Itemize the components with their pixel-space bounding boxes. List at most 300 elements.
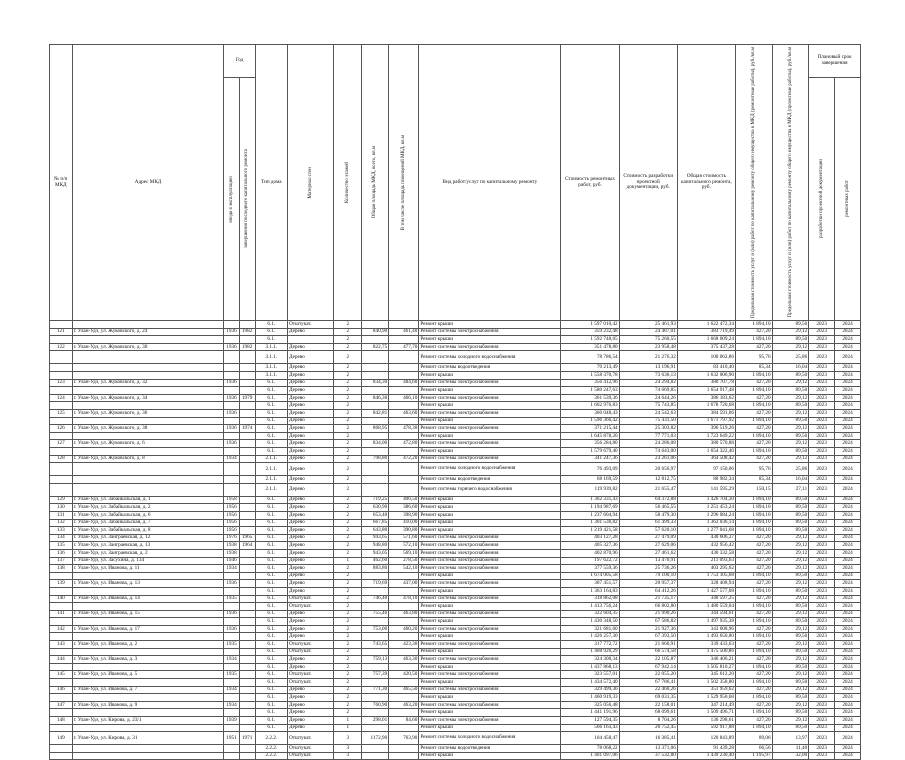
cell-floors: 2: [334, 633, 362, 641]
cell-term-design: 2023: [809, 321, 835, 329]
cell-area-premises: 571,60: [389, 534, 419, 542]
cell-wall-material: [287, 336, 333, 344]
cell-year-commission: 1936: [224, 328, 239, 336]
cell-limit-design: 25,86: [772, 351, 809, 364]
cell-total-cost: 351 959,62: [677, 686, 735, 694]
cell-wall-material: Дерево: [287, 496, 333, 504]
cell-year-reconstruction: [239, 572, 255, 580]
cell-repair-cost: 1 580 247,63: [561, 387, 619, 395]
cell-total-cost: 211 093,63: [677, 557, 735, 565]
cell-wall-material: Отштукат.: [287, 745, 333, 753]
cell-work-type: Ремонт системы электроснабжения: [419, 549, 561, 557]
cell-total-area: [362, 587, 389, 595]
cell-area-premises: [389, 336, 419, 344]
table-row: [50, 394, 861, 402]
cell-design-cost: 73 636,13: [619, 372, 677, 380]
cell-limit-design: 13,97: [772, 732, 809, 745]
table-row: [50, 387, 861, 395]
cell-limit-repair: 1 894,10: [735, 496, 772, 504]
cell-limit-repair: 427,20: [735, 425, 772, 433]
cell-num: 147: [50, 701, 73, 709]
cell-house-type: 2.1.1.: [255, 476, 287, 484]
cell-floors: 2: [334, 402, 362, 410]
cell-year-commission: 1936: [224, 580, 239, 588]
cell-year-commission: [224, 364, 239, 372]
cell-design-cost: 56 465,55: [619, 504, 677, 512]
cell-year-reconstruction: 1964: [239, 542, 255, 550]
cell-area-premises: [389, 618, 419, 626]
cell-work-type: Ремонт крыши: [419, 402, 561, 410]
cell-floors: 2: [334, 580, 362, 588]
cell-term-repair: 2024: [835, 364, 861, 372]
cell-house-type: 3.1.1.: [255, 364, 287, 372]
cell-term-repair: 2024: [835, 580, 861, 588]
cell-num: [50, 483, 73, 496]
cell-repair-cost: 307 451,57: [561, 580, 619, 588]
cell-term-repair: 2024: [835, 671, 861, 679]
cell-area-premises: 398,90: [389, 511, 419, 519]
cell-year-commission: 1958: [224, 496, 239, 504]
cell-area-premises: [389, 463, 419, 476]
cell-floors: 2: [334, 656, 362, 664]
cell-limit-design: 29,12: [772, 641, 809, 649]
cell-repair-cost: 1 460 919,33: [561, 694, 619, 702]
cell-term-design: 2023: [809, 364, 835, 372]
header-repair-cost: Стоимость ремонтных работ, руб.: [561, 45, 619, 321]
cell-repair-cost: 1 596 366,42: [561, 417, 619, 425]
cell-year-commission: 1934: [224, 565, 239, 573]
header-term-repair: ремонтных работ: [835, 77, 861, 320]
cell-wall-material: Дерево: [287, 387, 333, 395]
table-row: [50, 379, 861, 387]
table-row: [50, 686, 861, 694]
cell-term-design: 2023: [809, 351, 835, 364]
cell-design-cost: 27 479,09: [619, 534, 677, 542]
cell-address: [72, 483, 224, 496]
cell-num: [50, 372, 73, 380]
cell-design-cost: 24 286,08: [619, 440, 677, 448]
cell-term-repair: 2024: [835, 417, 861, 425]
cell-limit-repair: 1 894,10: [735, 527, 772, 535]
table-row: [50, 641, 861, 649]
cell-house-type: 6.1.: [255, 679, 287, 687]
cell-limit-repair: 1 894,10: [735, 336, 772, 344]
cell-wall-material: Отштукат.: [287, 603, 333, 611]
cell-num: 132: [50, 519, 73, 527]
cell-term-repair: 2024: [835, 351, 861, 364]
cell-year-commission: 1935: [224, 671, 239, 679]
cell-repair-cost: 402 870,96: [561, 549, 619, 557]
cell-term-repair: 2024: [835, 534, 861, 542]
cell-total-area: [362, 476, 389, 484]
cell-total-cost: 430 332,58: [677, 549, 735, 557]
cell-address: [72, 463, 224, 476]
table-row: [50, 724, 861, 732]
cell-design-cost: 20 957,37: [619, 580, 677, 588]
cell-wall-material: Дерево: [287, 694, 333, 702]
cell-house-type: 6.1.: [255, 625, 287, 633]
cell-total-area: [362, 372, 389, 380]
cell-limit-design: 29,12: [772, 455, 809, 463]
cell-house-type: 6.1.: [255, 663, 287, 671]
cell-limit-repair: 1 195,97: [735, 752, 772, 760]
cell-area-premises: [389, 709, 419, 717]
cell-term-repair: 2024: [835, 701, 861, 709]
cell-address: г. Улан-Удэ, ул. Жуковского, д. 6: [72, 440, 224, 448]
cell-design-cost: 24 644,26: [619, 394, 677, 402]
cell-work-type: Ремонт крыши: [419, 752, 561, 760]
cell-term-design: 2023: [809, 425, 835, 433]
cell-num: [50, 663, 73, 671]
cell-address: г. Улан-Удэ, ул. Жуковского, д. 38: [72, 425, 224, 433]
cell-area-premises: 461,40: [389, 328, 419, 336]
cell-address: [72, 679, 224, 687]
cell-design-cost: 21 276,32: [619, 351, 677, 364]
cell-total-area: [362, 648, 389, 656]
cell-limit-repair: 1 894,10: [735, 519, 772, 527]
cell-address: г. Улан-Удэ, ул. Жуковского, д. 32: [72, 379, 224, 387]
cell-total-area: 746,40: [362, 595, 389, 603]
cell-work-type: Ремонт системы электроснабжения: [419, 542, 561, 550]
cell-year-reconstruction: [239, 633, 255, 641]
cell-num: 134: [50, 534, 73, 542]
cell-limit-repair: 427,20: [735, 549, 772, 557]
cell-floors: 2: [334, 618, 362, 626]
cell-year-commission: [224, 694, 239, 702]
cell-total-area: [362, 752, 389, 760]
cell-repair-cost: 1 430 348,50: [561, 618, 619, 626]
cell-term-design: 2023: [809, 724, 835, 732]
cell-house-type: 6.1.: [255, 542, 287, 550]
cell-area-premises: 477,70: [389, 343, 419, 351]
cell-repair-cost: 1 219 421,58: [561, 527, 619, 535]
cell-total-area: 462,60: [362, 557, 389, 565]
cell-design-cost: 22 460,26: [619, 686, 677, 694]
cell-limit-repair: 95,76: [735, 463, 772, 476]
cell-area-premises: [389, 745, 419, 753]
cell-address: [72, 432, 224, 440]
cell-repair-cost: 1 437 868,13: [561, 663, 619, 671]
cell-limit-design: 29,12: [772, 379, 809, 387]
cell-num: 126: [50, 425, 73, 433]
cell-floors: 2: [334, 504, 362, 512]
cell-area-premises: [389, 633, 419, 641]
table-row: [50, 527, 861, 535]
cell-area-premises: [389, 402, 419, 410]
table-row: [50, 351, 861, 364]
cell-work-type: Ремонт системы холодного водоснабжения: [419, 732, 561, 745]
cell-limit-repair: 427,20: [735, 542, 772, 550]
cell-limit-design: 89,50: [772, 603, 809, 611]
cell-house-type: 6.1.: [255, 694, 287, 702]
cell-work-type: Ремонт системы электроснабжения: [419, 534, 561, 542]
cell-design-cost: 79 100,10: [619, 572, 677, 580]
cell-total-cost: 396 519,26: [677, 425, 735, 433]
cell-total-area: [362, 321, 389, 329]
cell-term-repair: 2024: [835, 402, 861, 410]
cell-house-type: 6.1.: [255, 417, 287, 425]
cell-total-area: 943,05: [362, 549, 389, 557]
table-row: [50, 542, 861, 550]
table-row: [50, 557, 861, 565]
cell-area-premises: 406,50: [389, 496, 419, 504]
cell-repair-cost: 78 786,54: [561, 351, 619, 364]
cell-total-cost: 1 277 041,68: [677, 527, 735, 535]
cell-house-type: 6.1.: [255, 587, 287, 595]
cell-total-cost: 344 594,61: [677, 610, 735, 618]
cell-total-cost: 1 654 917,48: [677, 387, 735, 395]
cell-design-cost: 27 461,62: [619, 549, 677, 557]
cell-work-type: Ремонт крыши: [419, 633, 561, 641]
cell-limit-repair: 427,20: [735, 625, 772, 633]
cell-year-reconstruction: [239, 724, 255, 732]
table-row: [50, 549, 861, 557]
cell-design-cost: 67 786,41: [619, 679, 677, 687]
cell-design-cost: 68 099,61: [619, 709, 677, 717]
cell-total-cost: 1 427 577,08: [677, 587, 735, 595]
cell-repair-cost: 566 163,43: [561, 724, 619, 732]
cell-limit-repair: 66,56: [735, 745, 772, 753]
cell-limit-design: 27,11: [772, 483, 809, 496]
cell-term-design: 2023: [809, 686, 835, 694]
cell-floors: 2: [334, 496, 362, 504]
cell-repair-cost: 1 237 604,94: [561, 511, 619, 519]
cell-area-premises: [389, 694, 419, 702]
cell-num: 137: [50, 557, 73, 565]
cell-term-design: 2023: [809, 610, 835, 618]
cell-area-premises: 410,00: [389, 519, 419, 527]
cell-work-type: Ремонт системы электроснабжения: [419, 410, 561, 418]
cell-work-type: Ремонт системы электроснабжения: [419, 625, 561, 633]
cell-year-commission: [224, 417, 239, 425]
cell-house-type: 3.1.1.: [255, 343, 287, 351]
cell-address: [72, 587, 224, 595]
cell-term-repair: 2024: [835, 686, 861, 694]
cell-term-design: 2023: [809, 534, 835, 542]
cell-wall-material: Дерево: [287, 717, 333, 725]
cell-wall-material: Дерево: [287, 565, 333, 573]
cell-total-area: [362, 709, 389, 717]
cell-repair-cost: 78 068,22: [561, 745, 619, 753]
cell-wall-material: Отштукат.: [287, 671, 333, 679]
cell-total-area: [362, 724, 389, 732]
cell-floors: 2: [334, 511, 362, 519]
table-row: [50, 432, 861, 440]
table-row: [50, 336, 861, 344]
cell-limit-design: 29,12: [772, 425, 809, 433]
cell-term-design: 2023: [809, 603, 835, 611]
cell-total-cost: 1 505 810,27: [677, 663, 735, 671]
cell-house-type: 6.1.: [255, 701, 287, 709]
cell-floors: 2: [334, 463, 362, 476]
cell-address: г. Улан-Удэ, ул. Заиграевская, д. 12: [72, 534, 224, 542]
cell-term-design: 2023: [809, 440, 835, 448]
cell-limit-repair: 427,20: [735, 328, 772, 336]
cell-total-cost: 1 426 704,30: [677, 496, 735, 504]
cell-year-reconstruction: [239, 656, 255, 664]
cell-area-premises: [389, 321, 419, 329]
cell-year-reconstruction: [239, 625, 255, 633]
cell-year-commission: [224, 448, 239, 456]
cell-year-reconstruction: [239, 648, 255, 656]
cell-limit-design: 89,50: [772, 572, 809, 580]
cell-num: 125: [50, 410, 73, 418]
cell-area-premises: [389, 483, 419, 496]
table-row: [50, 610, 861, 618]
cell-total-area: 798,80: [362, 455, 389, 463]
cell-term-repair: 2024: [835, 410, 861, 418]
cell-house-type: 6.1.: [255, 504, 287, 512]
table-row: [50, 496, 861, 504]
table-row: [50, 572, 861, 580]
cell-repair-cost: 359 232,48: [561, 328, 619, 336]
cell-term-repair: 2024: [835, 336, 861, 344]
cell-wall-material: Дерево: [287, 709, 333, 717]
cell-wall-material: Дерево: [287, 519, 333, 527]
cell-address: [72, 745, 224, 753]
cell-limit-repair: 427,20: [735, 717, 772, 725]
cell-total-cost: 328 408,94: [677, 580, 735, 588]
cell-design-cost: 23 261,06: [619, 455, 677, 463]
table-row: [50, 745, 861, 753]
cell-year-reconstruction: [239, 455, 255, 463]
cell-floors: 2: [334, 565, 362, 573]
cell-house-type: 6.1.: [255, 557, 287, 565]
cell-floors: 2: [334, 610, 362, 618]
cell-limit-design: 89,50: [772, 527, 809, 535]
cell-area-premises: 423,30: [389, 641, 419, 649]
cell-repair-cost: 1 413 756,24: [561, 603, 619, 611]
cell-total-cost: 1 497 935,38: [677, 618, 735, 626]
cell-work-type: Ремонт системы электроснабжения: [419, 394, 561, 402]
cell-year-commission: [224, 476, 239, 484]
cell-total-cost: 1 439 230,40: [677, 752, 735, 760]
cell-term-repair: 2024: [835, 321, 861, 329]
cell-total-area: 834,00: [362, 440, 389, 448]
cell-year-commission: 1936: [224, 610, 239, 618]
cell-limit-design: 89,50: [772, 648, 809, 656]
cell-repair-cost: 324 300,34: [561, 656, 619, 664]
cell-house-type: 6.1.: [255, 610, 287, 618]
cell-limit-repair: 85,34: [735, 364, 772, 372]
cell-address: г. Улан-Удэ, ул. Иванова, д. 15: [72, 610, 224, 618]
cell-house-type: 6.1.: [255, 519, 287, 527]
cell-address: [72, 648, 224, 656]
cell-design-cost: 13 470,91: [619, 557, 677, 565]
cell-limit-repair: 427,20: [735, 686, 772, 694]
cell-area-premises: 569,10: [389, 549, 419, 557]
cell-num: [50, 476, 73, 484]
cell-year-commission: 1938: [224, 542, 239, 550]
cell-work-type: Ремонт крыши: [419, 663, 561, 671]
cell-term-design: 2023: [809, 549, 835, 557]
cell-limit-repair: 427,20: [735, 343, 772, 351]
cell-term-repair: 2024: [835, 343, 861, 351]
cell-year-commission: [224, 432, 239, 440]
cell-address: [72, 618, 224, 626]
cell-term-repair: 2024: [835, 648, 861, 656]
cell-term-repair: 2024: [835, 504, 861, 512]
cell-floors: 2: [334, 663, 362, 671]
cell-year-commission: 1936: [224, 394, 239, 402]
cell-total-area: [362, 603, 389, 611]
cell-term-repair: 2024: [835, 542, 861, 550]
cell-floors: 2: [334, 364, 362, 372]
cell-address: [72, 572, 224, 580]
cell-year-commission: 1936: [224, 425, 239, 433]
cell-floors: 2: [334, 709, 362, 717]
cell-year-reconstruction: [239, 519, 255, 527]
table-row: [50, 321, 861, 329]
cell-limit-design: 89,50: [772, 402, 809, 410]
cell-limit-design: 89,50: [772, 321, 809, 329]
cell-limit-repair: 427,20: [735, 379, 772, 387]
cell-limit-repair: 1 894,10: [735, 587, 772, 595]
cell-floors: 2: [334, 372, 362, 380]
cell-limit-repair: 427,20: [735, 410, 772, 418]
cell-year-reconstruction: [239, 603, 255, 611]
cell-area-premises: [389, 752, 419, 760]
cell-area-premises: 437,00: [389, 580, 419, 588]
cell-year-reconstruction: [239, 527, 255, 535]
cell-address: г. Улан-Удэ, ул. Кирова, д. 23/1: [72, 717, 224, 725]
cell-work-type: Ремонт крыши: [419, 694, 561, 702]
cell-address: [72, 372, 224, 380]
cell-design-cost: 67 942,14: [619, 663, 677, 671]
cell-design-cost: 67 586,82: [619, 618, 677, 626]
cell-term-design: 2023: [809, 432, 835, 440]
cell-year-commission: [224, 483, 239, 496]
cell-house-type: 2.1.1.: [255, 463, 287, 476]
cell-total-cost: 1 678 720,68: [677, 402, 735, 410]
cell-area-premises: [389, 679, 419, 687]
cell-limit-design: 89,50: [772, 694, 809, 702]
cell-house-type: 6.1.: [255, 656, 287, 664]
cell-num: 141: [50, 610, 73, 618]
cell-wall-material: Дерево: [287, 557, 333, 565]
cell-repair-cost: 377 559,36: [561, 565, 619, 573]
cell-term-design: 2023: [809, 387, 835, 395]
cell-limit-design: 29,12: [772, 717, 809, 725]
cell-floors: 2: [334, 701, 362, 709]
cell-area-premises: [389, 572, 419, 580]
cell-year-reconstruction: [239, 483, 255, 496]
cell-wall-material: Дерево: [287, 610, 333, 618]
cell-limit-design: 89,50: [772, 387, 809, 395]
cell-design-cost: 21 735,17: [619, 595, 677, 603]
cell-repair-cost: 321 681,60: [561, 625, 619, 633]
cell-total-cost: 375 437,28: [677, 343, 735, 351]
cell-limit-repair: 427,20: [735, 656, 772, 664]
cell-work-type: Ремонт системы электроснабжения: [419, 425, 561, 433]
cell-address: г. Улан-Удэ, ул. Иванова, д. 2: [72, 641, 224, 649]
cell-area-premises: 463,60: [389, 410, 419, 418]
cell-term-design: 2023: [809, 557, 835, 565]
cell-design-cost: 25 303,82: [619, 425, 677, 433]
cell-year-reconstruction: [239, 440, 255, 448]
cell-year-reconstruction: [239, 511, 255, 519]
cell-house-type: 6.1.: [255, 432, 287, 440]
cell-floors: 2: [334, 527, 362, 535]
cell-total-cost: 1 475 500,86: [677, 648, 735, 656]
cell-wall-material: Дерево: [287, 432, 333, 440]
cell-total-area: 753,00: [362, 625, 389, 633]
cell-design-cost: 74 669,85: [619, 387, 677, 395]
cell-wall-material: Дерево: [287, 417, 333, 425]
cell-wall-material: Дерево: [287, 425, 333, 433]
cell-wall-material: Дерево: [287, 343, 333, 351]
cell-total-cost: 83 410,40: [677, 364, 735, 372]
